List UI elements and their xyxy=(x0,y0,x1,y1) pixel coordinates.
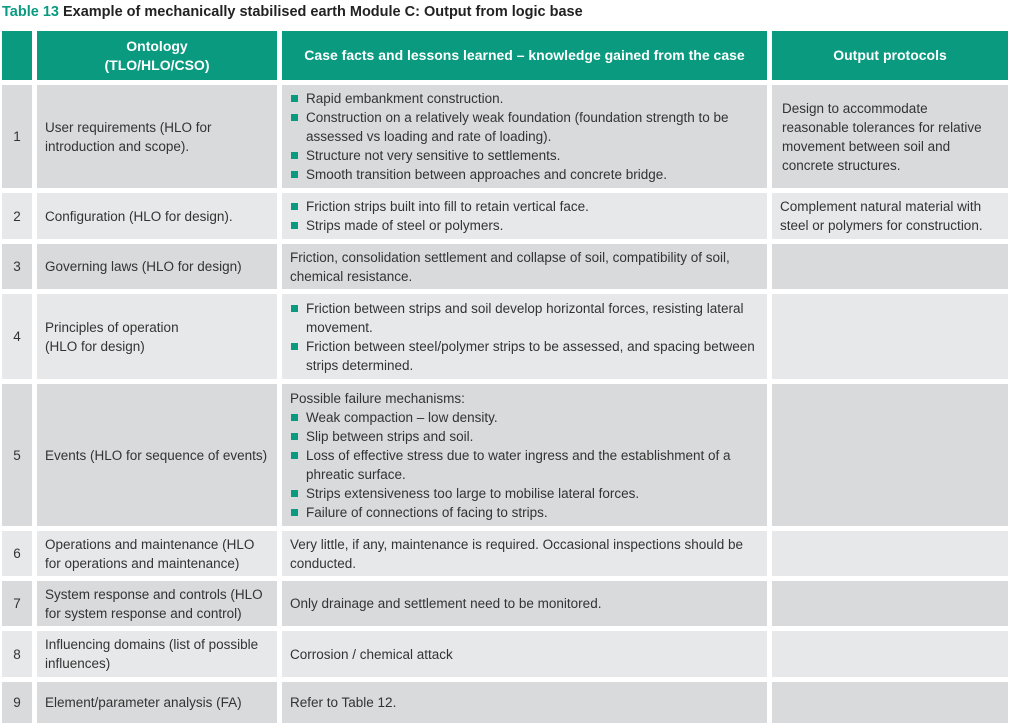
bullet-item: Loss of effective stress due to water ingress and the establishment of a phreatic surface. xyxy=(290,446,759,484)
header-number xyxy=(2,31,32,80)
row-number: 4 xyxy=(2,294,32,379)
bullet-item: Strips made of steel or polymers. xyxy=(290,216,759,235)
case-facts-cell xyxy=(282,244,767,289)
ontology-cell: Events (HLO for sequence of events) xyxy=(37,384,277,526)
case-facts-cell xyxy=(282,531,767,576)
row-number: 8 xyxy=(2,631,32,677)
output-table xyxy=(2,31,1008,723)
output-protocol-cell xyxy=(772,682,1008,723)
bullet-list xyxy=(290,197,759,235)
bullet-item: Structure not very sensitive to settlements. xyxy=(290,146,759,165)
header-output-protocols: Output protocols xyxy=(772,31,1008,80)
table-number: Table 13 xyxy=(2,4,59,20)
case-facts-cell xyxy=(282,581,767,626)
bullet-item: Friction between strips and soil develop horizontal forces, resisting lateral movement. xyxy=(290,299,759,337)
bullet-item: Strips extensiveness too large to mobilise lateral forces. xyxy=(290,484,759,503)
output-protocol-cell xyxy=(772,631,1008,677)
row-number: 9 xyxy=(2,682,32,723)
ontology-cell: Influencing domains (list of possible influences) xyxy=(37,631,277,677)
case-facts-cell xyxy=(282,631,767,677)
bullet-item: Smooth transition between approaches and concrete bridge. xyxy=(290,165,759,184)
header-case-facts: Case facts and lessons learned – knowledge gained from the case xyxy=(282,31,767,80)
case-facts-cell xyxy=(282,384,767,526)
ontology-cell: Configuration (HLO for design). xyxy=(37,193,277,239)
ontology-cell: Principles of operation (HLO for design) xyxy=(37,294,277,379)
output-protocol-cell xyxy=(772,244,1008,289)
bullet-item: Friction strips built into fill to retain vertical face. xyxy=(290,197,759,216)
case-facts-text: Friction, consolidation settlement and collapse of soil, compatibility of soil, chemical resistance. xyxy=(290,249,730,284)
case-facts-text: Refer to Table 12. xyxy=(290,695,397,710)
row-number: 6 xyxy=(2,531,32,576)
table-caption xyxy=(2,4,583,20)
row-number: 1 xyxy=(2,85,32,188)
table-title: Example of mechanically stabilised earth Module C: Output from logic base xyxy=(62,4,583,20)
case-facts-text: Only drainage and settlement need to be monitored. xyxy=(290,596,602,611)
bullet-item: Weak compaction – low density. xyxy=(290,408,759,427)
case-facts-cell xyxy=(282,193,767,239)
case-facts-cell xyxy=(282,85,767,188)
output-protocol-cell xyxy=(772,294,1008,379)
output-protocol-cell: Design to accommodate reasonable tolerances for relative movement between soil and concrete structures. xyxy=(772,85,1008,188)
row-number: 2 xyxy=(2,193,32,239)
bullet-list xyxy=(290,299,759,375)
bullet-item: Rapid embankment construction. xyxy=(290,89,759,108)
bullet-list xyxy=(290,408,759,522)
bullet-item: Failure of connections of facing to strips. xyxy=(290,503,759,522)
ontology-cell: System response and controls (HLO for system response and control) xyxy=(37,581,277,626)
output-protocol-cell xyxy=(772,384,1008,526)
ontology-cell: Element/parameter analysis (FA) xyxy=(37,682,277,723)
output-protocol-cell: Complement natural material with steel or polymers for construction. xyxy=(772,193,1008,239)
row-number: 3 xyxy=(2,244,32,289)
row-number: 7 xyxy=(2,581,32,626)
case-facts-text: Corrosion / chemical attack xyxy=(290,646,453,662)
row-number: 5 xyxy=(2,384,32,526)
case-facts-cell xyxy=(282,682,767,723)
case-facts-text: Possible failure mechanisms: xyxy=(290,390,465,406)
ontology-cell: User requirements (HLO for introduction and scope). xyxy=(37,85,277,188)
header-ontology: Ontology (TLO/HLO/CSO) xyxy=(37,31,277,80)
bullet-list xyxy=(290,89,759,184)
bullet-item: Slip between strips and soil. xyxy=(290,427,759,446)
ontology-cell: Governing laws (HLO for design) xyxy=(37,244,277,289)
case-facts-cell xyxy=(282,294,767,379)
case-facts-text: Very little, if any, maintenance is required. Occasional inspections should be conducted. xyxy=(290,536,743,571)
ontology-cell: Operations and maintenance (HLO for operations and maintenance) xyxy=(37,531,277,576)
output-protocol-cell xyxy=(772,581,1008,626)
output-protocol-cell xyxy=(772,531,1008,576)
bullet-item: Construction on a relatively weak foundation (foundation strength to be assessed vs loading and rate of loading). xyxy=(290,108,759,146)
bullet-item: Friction between steel/polymer strips to be assessed, and spacing between strips determined. xyxy=(290,337,759,375)
